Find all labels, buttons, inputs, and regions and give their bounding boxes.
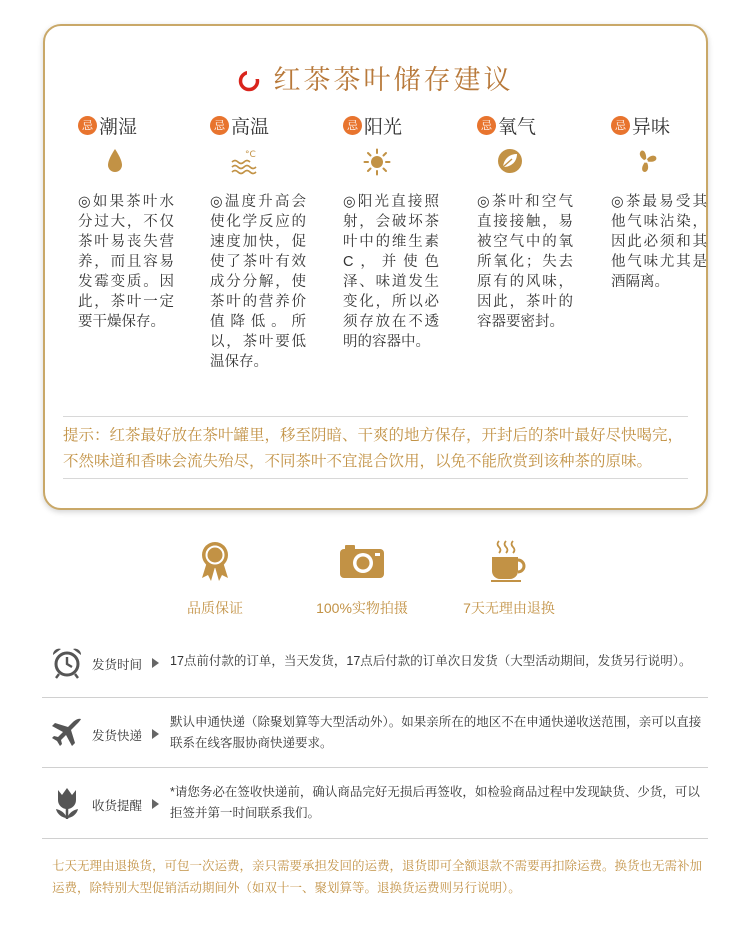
column-label: 潮湿 [99,116,138,138]
info-row-courier [42,712,708,756]
medal-icon [140,540,290,582]
svg-text:°C: °C [245,150,256,160]
badge-real-photo [287,540,437,618]
row-label: 发货时间 [92,658,143,672]
row-arrow-icon [152,658,159,668]
badge-return [434,540,584,618]
column-label: 异味 [632,116,671,138]
column-head [611,112,721,138]
hot-cup-icon [434,540,584,582]
card-title-text: 红茶茶叶储存建议 [273,65,514,96]
column-label: 高温 [231,116,270,138]
avoid-badge: 忌 [78,116,97,135]
column-humidity [78,112,188,330]
column-head [477,112,587,138]
avoid-badge: 忌 [210,116,229,135]
avoid-badge: 忌 [477,116,496,135]
column-sunlight [343,112,453,350]
badge-label: 100%实物拍摄 [316,600,408,616]
tip-divider-top [63,416,688,417]
column-label: 阳光 [364,116,403,138]
column-text: ◎温度升高会使化学反应的速度加快，促使了茶叶有效成分分解，使茶叶的营养价值降低。所以，茶叶要低温保存。 [210,194,306,370]
avoid-badge: 忌 [343,116,362,135]
row-text: 17点前付款的订单，当天发货，17点后付款的订单次日发货（大型活动期间，发货另行说明）。 [170,654,692,668]
badge-quality [140,540,290,618]
return-policy-footer: 七天无理由退换货，可包一次运费，亲只需要承担发回的运费，退货即可全额退款不需要再扣除运费。换货也无需补加运费，除特别大型促销活动期间外（如双十一、聚划算等。退换货运费则另行说明）。 [52,859,703,895]
card-title [45,58,706,97]
row-arrow-icon [152,729,159,739]
column-odor [611,112,721,290]
column-head [210,112,320,138]
sun-icon [343,148,453,176]
row-label: 发货快递 [92,729,143,743]
guarantee-badges [0,540,750,620]
badge-label: 品质保证 [187,600,243,616]
column-label: 氧气 [498,116,537,138]
column-text: ◎阳光直接照射，会破坏茶叶中的维生素C，并使色泽、味道发生变化，所以必须存放在不透明的容器中。 [343,194,439,350]
tulip-icon [50,786,84,820]
storage-advice-card [43,24,708,510]
column-head [343,112,453,138]
leaf-icon [477,148,587,176]
info-row-receipt-reminder [42,780,708,826]
row-divider [42,838,708,839]
water-drop-icon [78,148,188,176]
heat-waves-icon [210,148,320,176]
row-arrow-icon [152,799,159,809]
column-text: ◎茶最易受其他气味沾染，因此必须和其他气味尤其是酒隔离。 [611,194,707,290]
avoid-badge: 忌 [611,116,630,135]
column-heat [210,112,320,370]
column-oxygen [477,112,587,330]
row-label: 收货提醒 [92,799,143,813]
tip-divider-bottom [63,478,688,479]
column-text: ◎如果茶叶水分过大，不仅茶叶易丧失营养，而且容易发霉变质。因此，茶叶一定要干燥保存。 [78,194,174,330]
fan-icon [611,148,721,176]
row-text: *请您务必在签收快递前，确认商品完好无损后再签收，如检验商品过程中发现缺货、少货，可以拒签并第一时间联系我们。 [170,785,700,820]
column-head [78,112,188,138]
alarm-clock-icon [50,646,84,680]
row-divider [42,697,708,698]
red-ring-logo-icon [238,70,260,92]
row-text: 默认申通快递（除聚划算等大型活动外）。如果亲所在的地区不在申通快递收送范围，亲可以直接联系在线客服协商快递要求。 [170,715,702,750]
storage-tip: 提示：红茶最好放在茶叶罐里，移至阴暗、干爽的地方保存，开封后的茶叶最好尽快喝完，不然味道和香味会流失殆尽，不同茶叶不宜混合饮用，以免不能欣赏到该种茶的原味。 [63,427,684,470]
camera-icon [287,540,437,582]
airplane-icon [50,716,84,750]
column-text: ◎茶叶和空气直接接触，易被空气中的氧所氧化；失去原有的风味，因此，茶叶的容器要密封。 [477,194,573,330]
row-divider [42,767,708,768]
info-row-shipping-time [42,644,708,684]
badge-label: 7天无理由退换 [463,600,555,616]
